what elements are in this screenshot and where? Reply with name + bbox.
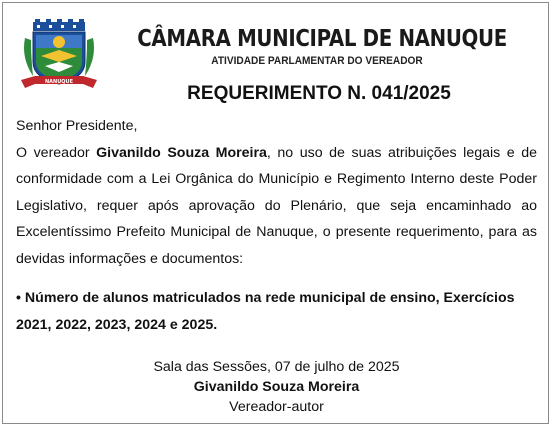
request-item: [16, 285, 537, 338]
organization-subtitle: ATIVIDADE PARLAMENTAR DO VEREADOR: [211, 55, 423, 67]
request-paragraph: [16, 140, 537, 273]
paragraph-intro: O vereador: [16, 144, 97, 161]
salutation: Senhor Presidente,: [16, 118, 138, 134]
document-title: REQUERIMENTO N. 041/2025: [187, 83, 451, 104]
author-name: Givanildo Souza Moreira: [96, 144, 267, 161]
place-date: Sala das Sessões, 07 de julho de 2025: [153, 359, 400, 375]
organization-name: CÂMARA MUNICIPAL DE NANUQUE: [137, 26, 507, 52]
closing-block: [0, 357, 553, 417]
paragraph-body: , no uso de suas atribuições legais e de conformidade com a Lei Orgânica do Município e Regimento Interno deste Poder Legislativo, requer após aprovação do Plenário, que seja encaminhado ao Excelentíssimo Prefeito Municipal de Nanuque, o presente requerimento, para as devidas informações e documentos:: [16, 144, 538, 267]
signer-name: Givanildo Souza Moreira: [193, 379, 360, 395]
coat-of-arms-icon: [19, 18, 99, 94]
crest-ribbon-text: NANUQUE: [44, 79, 74, 85]
request-item-text: Número de alunos matriculados na rede municipal de ensino, Exercícios 2021, 2022, 2023, 2024 e 2025.: [16, 290, 515, 333]
signer-role: Vereador-autor: [229, 399, 324, 415]
document-body: [16, 113, 537, 272]
bullet-marker: •: [16, 290, 21, 306]
